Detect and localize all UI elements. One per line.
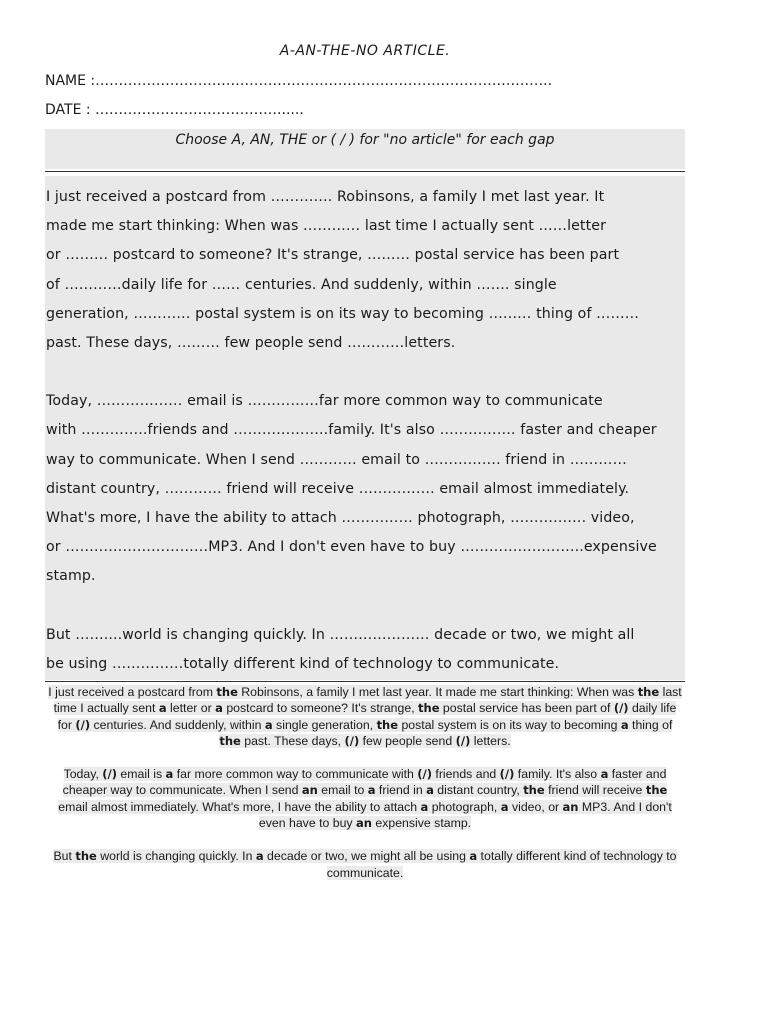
exercise-line: But ……....world is changing quickly. In ………………… decade or two, we might all — [46, 626, 635, 643]
divider — [45, 681, 685, 682]
answer-article: a — [600, 767, 609, 782]
answer-article: (/) — [417, 767, 432, 782]
answer-paragraph-2 — [48, 766, 682, 831]
answer-article: (/) — [613, 701, 629, 716]
answer-run: video, or — [508, 799, 563, 814]
answer-article: the — [523, 783, 545, 798]
answer-run: family. It's also — [514, 767, 601, 782]
answer-article: the — [219, 733, 241, 748]
exercise-line: or ……… postcard to someone? It's strange, ……… postal service has been part — [46, 247, 620, 264]
answer-run: friend will receive — [544, 783, 646, 798]
answer-article: the — [637, 685, 660, 699]
answer-article: a — [469, 849, 478, 864]
answer-run: MP3. And I don't even have to buy — [258, 799, 672, 831]
answer-article: (/) — [102, 767, 118, 782]
exercise-line: way to communicate. When I send ………… email to ……………. friend in ………… — [46, 451, 627, 468]
answer-run: expensive stamp. — [371, 816, 472, 831]
answer-run: single generation, — [272, 717, 377, 732]
date-field[interactable]: DATE : …………………………………...... — [45, 102, 304, 118]
answer-article: a — [215, 701, 223, 716]
answer-article: an — [301, 783, 318, 798]
answer-run: friend in — [375, 783, 427, 798]
divider — [45, 171, 685, 172]
answer-run: email to — [317, 783, 368, 798]
answer-article: the — [645, 783, 668, 798]
answer-run: postcard to someone? It's strange, — [222, 701, 419, 716]
answer-article: a — [420, 799, 429, 814]
exercise-line: generation, ………… postal system is on its way to becoming ……… thing of ……… — [46, 305, 640, 322]
exercise-line: Today, ……………… email is ……………far more common way to communicate — [46, 393, 603, 410]
exercise-text — [45, 176, 685, 680]
answer-article: a — [158, 701, 167, 716]
exercise-line: made me start thinking: When was ………… last time I actually sent ……letter — [46, 218, 607, 235]
answer-article: a — [264, 717, 273, 732]
answer-article: the — [75, 849, 97, 864]
answer-article: (/) — [499, 767, 515, 782]
answer-article: the — [418, 701, 440, 716]
answer-article: (/) — [75, 717, 91, 732]
answer-text-1 — [48, 685, 681, 748]
answer-article: (/) — [344, 733, 360, 748]
answer-article: (/) — [455, 733, 471, 748]
answer-article: a — [426, 783, 434, 798]
answer-run: totally different kind of technology to communicate. — [326, 849, 677, 880]
answer-run: Today, — [63, 767, 103, 782]
answer-paragraph-3 — [48, 848, 682, 881]
answer-run: letters. — [470, 733, 511, 748]
worksheet-title: A-AN-THE-NO ARTICLE. — [279, 43, 451, 59]
answer-article: the — [216, 685, 238, 699]
answer-run: distant country, — [433, 783, 524, 798]
answer-run: photograph, — [428, 799, 501, 814]
exercise-line: be using ……………totally different kind of technology to communicate. — [46, 655, 560, 672]
answer-article: the — [376, 717, 399, 732]
exercise-line: with …………..friends and ………………..family. It's also ……………. faster and cheaper — [46, 422, 657, 439]
answer-run: letter or — [166, 701, 216, 716]
answer-run: friends and — [431, 767, 500, 782]
answer-article: a — [500, 799, 509, 814]
answer-text-3 — [53, 849, 676, 879]
answer-run: postal service has been part of — [439, 701, 614, 716]
answer-paragraph-1 — [48, 684, 682, 749]
answer-run: centuries. And suddenly, within — [90, 717, 265, 732]
answer-article: an — [562, 799, 579, 814]
answer-run: thing of — [628, 717, 673, 732]
answer-run: email is — [117, 767, 166, 782]
answer-run: faster and cheaper way to communicate. When I send — [62, 767, 667, 798]
exercise-line: of …………daily life for …… centuries. And suddenly, within ……. single — [46, 276, 557, 293]
answer-article: an — [356, 816, 372, 831]
exercise-paragraph-2 — [45, 358, 685, 591]
exercise-line: What's more, I have the ability to attach …………… photograph, ……………. video, — [46, 510, 635, 527]
answer-article: a — [620, 717, 629, 732]
answer-run: last time I actually sent — [53, 685, 682, 716]
exercise-line: I just received a postcard from …………. Robinsons, a family I met last year. It — [46, 189, 605, 205]
answer-key — [48, 684, 682, 898]
answer-run: far more common way to communicate with — [173, 767, 418, 782]
answer-article: a — [165, 767, 174, 782]
answer-article: a — [367, 783, 376, 798]
answer-text-2 — [58, 767, 672, 830]
exercise-line: distant country, ………… friend will receive ……………. email almost immediately. — [46, 480, 630, 497]
exercise-paragraph-1 — [45, 176, 685, 358]
answer-run: decade or two, we might all be using — [263, 849, 470, 864]
exercise-paragraph-3 — [45, 592, 685, 679]
answer-run: Robinsons, a family I met last year. It made me start thinking: When was — [237, 685, 638, 699]
answer-run: But — [53, 849, 76, 864]
name-field[interactable]: NAME :…………………………………………………………………………………….. — [45, 73, 553, 89]
answer-run: postal system is on its way to becoming — [398, 717, 621, 732]
instructions: Choose A, AN, THE or ( / ) for "no article" for each gap — [45, 129, 685, 169]
answer-run: few people send — [359, 733, 456, 748]
answer-run: I just received a postcard from — [48, 685, 217, 699]
exercise-line: or …………………………MP3. And I don't even have to buy ……………………..expensive — [46, 539, 657, 556]
answer-article: a — [255, 849, 264, 864]
answer-run: past. These days, — [240, 733, 345, 748]
answer-run: world is changing quickly. In — [96, 849, 256, 864]
exercise-line: past. These days, ……… few people send …………letters. — [46, 335, 456, 352]
answer-run: daily life for — [57, 701, 677, 732]
answer-run: email almost immediately. What's more, I have the ability to attach — [58, 799, 421, 814]
exercise-line: stamp. — [46, 568, 96, 585]
